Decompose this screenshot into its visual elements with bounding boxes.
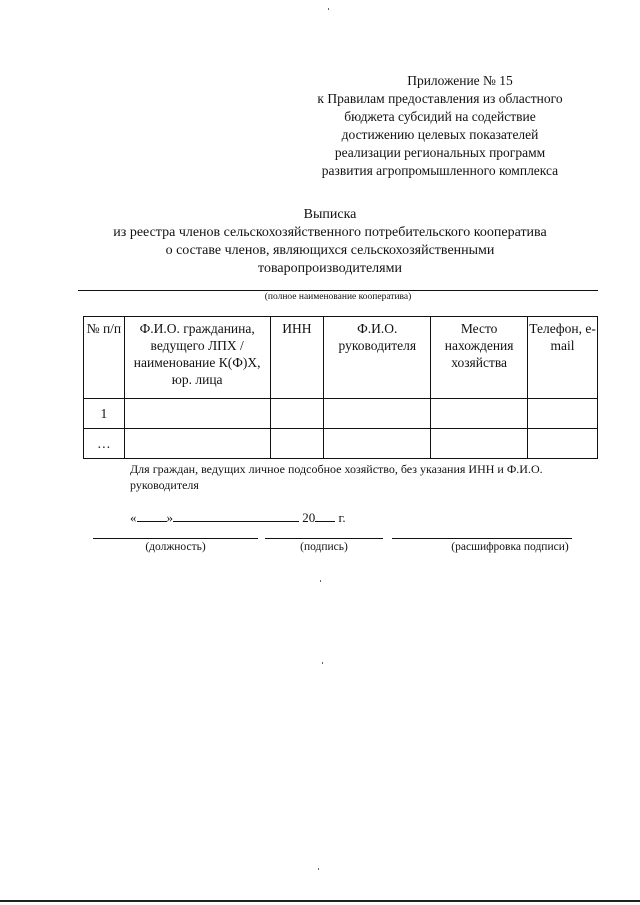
- footnote: Для граждан, ведущих личное подсобное хозяйство, без указания ИНН и Ф.И.О. руководителя: [130, 462, 543, 492]
- table-row: [84, 429, 598, 459]
- appendix-line: бюджета субсидий на содействие: [344, 109, 536, 124]
- title-line: товаропроизводителями: [258, 261, 402, 276]
- decoding-line: [392, 538, 572, 539]
- appendix-header: [290, 72, 590, 180]
- col-number: № п/п: [84, 317, 125, 399]
- title-line: из реестра членов сельскохозяйственного потребительского кооператива: [113, 225, 547, 240]
- table-row: [84, 399, 598, 429]
- appendix-line: к Правилам предоставления из областного: [317, 91, 563, 106]
- members-table: [83, 316, 598, 459]
- appendix-line: реализации региональных программ: [334, 145, 546, 160]
- table-cell: [124, 429, 270, 459]
- table-cell: [270, 399, 324, 429]
- year-blank: [315, 509, 335, 522]
- col-location: Место нахождения хозяйства: [431, 317, 528, 399]
- cooperative-name-line: [78, 290, 598, 291]
- scan-speck: [320, 580, 321, 582]
- appendix-line: развития агропромышленного комплекса: [321, 163, 559, 178]
- col-contact: Телефон, e-mail: [528, 317, 598, 399]
- date-close-quote: »: [166, 510, 173, 525]
- signature-line: [265, 538, 383, 539]
- title-heading: Выписка: [303, 207, 357, 222]
- cooperative-name-caption: (полное наименование кооператива): [264, 292, 412, 302]
- table-cell: …: [84, 429, 125, 459]
- table-cell: [431, 399, 528, 429]
- table-cell: [124, 399, 270, 429]
- appendix-line: достижению целевых показателей: [341, 127, 539, 142]
- signature-caption: (подпись): [300, 541, 348, 553]
- table-cell: 1: [84, 399, 125, 429]
- page-bottom-edge: [0, 900, 640, 902]
- col-fullname: Ф.И.О. гражданина, ведущего ЛПХ / наименование К(Ф)Х, юр. лица: [124, 317, 270, 399]
- table-cell: [431, 429, 528, 459]
- year-prefix: 20: [302, 510, 316, 525]
- scan-speck: [322, 662, 323, 664]
- col-inn: ИНН: [270, 317, 324, 399]
- table-cell: [528, 399, 598, 429]
- document-title: [80, 206, 580, 278]
- month-blank: [173, 509, 299, 522]
- col-head-name: Ф.И.О. руководителя: [324, 317, 431, 399]
- date-open-quote: «: [130, 510, 137, 525]
- title-line: о составе членов, являющихся сельскохозяйственными: [165, 243, 495, 258]
- scan-speck: [328, 8, 329, 10]
- appendix-number: Приложение № 15: [407, 73, 513, 88]
- day-blank: [137, 509, 167, 522]
- table-cell: [324, 429, 431, 459]
- decoding-caption: (расшифровка подписи): [451, 541, 569, 553]
- position-line: [93, 538, 258, 539]
- table-cell: [270, 429, 324, 459]
- table-header-row: [84, 317, 598, 399]
- table-cell: [324, 399, 431, 429]
- position-caption: (должность): [145, 541, 206, 553]
- date-line: [130, 509, 346, 526]
- table-cell: [528, 429, 598, 459]
- scan-speck: [318, 868, 319, 870]
- year-suffix: г.: [338, 510, 346, 525]
